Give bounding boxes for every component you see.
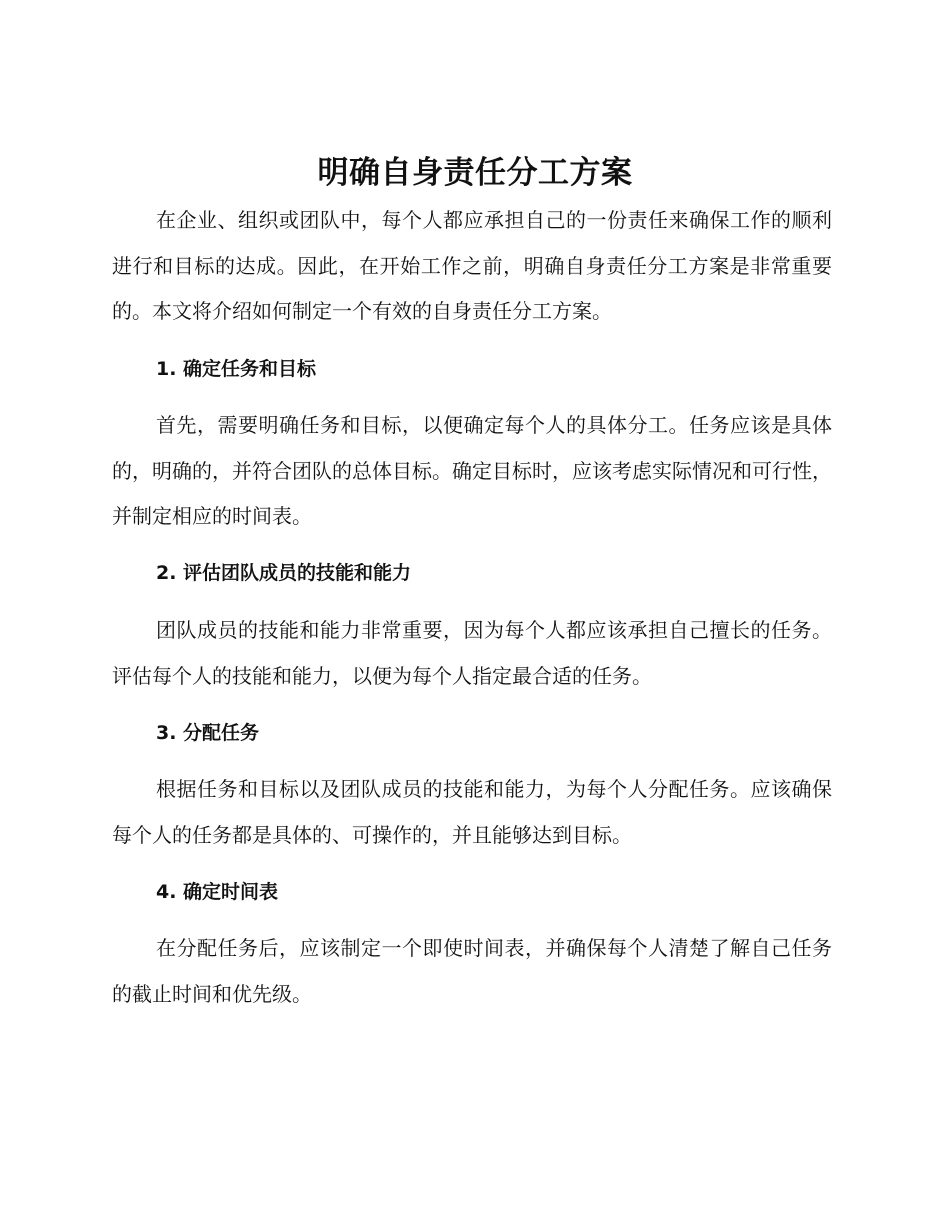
section-heading-4: 4. 确定时间表 xyxy=(156,881,279,903)
section-heading-1: 1. 确定任务和目标 xyxy=(156,358,317,380)
section-body-1: 首先，需要明确任务和目标，以便确定每个人的具体分工。任务应该是具体的，明确的，并符合团队的总体目标。确定目标时，应该考虑实际情况和可行性，并制定相应的时间表。 xyxy=(112,413,832,528)
section-heading-3: 3. 分配任务 xyxy=(156,722,260,744)
section-body-4: 在分配任务后，应该制定一个即使时间表，并确保每个人清楚了解自己任务的截止时间和优先级。 xyxy=(112,936,832,1006)
document-title: 明确自身责任分工方案 xyxy=(317,155,633,191)
section-body-2: 团队成员的技能和能力非常重要，因为每个人都应该承担自己擅长的任务。评估每个人的技能和能力，以便为每个人指定最合适的任务。 xyxy=(112,618,832,688)
section-heading-2: 2. 评估团队成员的技能和能力 xyxy=(156,562,412,584)
intro-paragraph: 在企业、组织或团队中，每个人都应承担自己的一份责任来确保工作的顺利进行和目标的达成。因此，在开始工作之前，明确自身责任分工方案是非常重要的。本文将介绍如何制定一个有效的自身责任分工方案。 xyxy=(112,208,832,323)
section-body-3: 根据任务和目标以及团队成员的技能和能力，为每个人分配任务。应该确保每个人的任务都是具体的、可操作的，并且能够达到目标。 xyxy=(112,777,832,847)
